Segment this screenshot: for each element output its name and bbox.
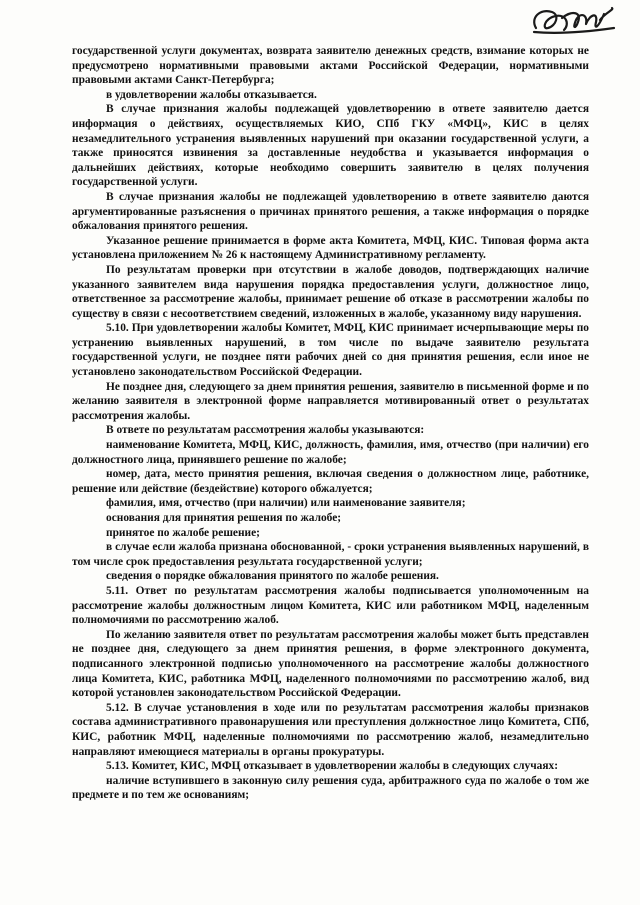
paragraph-1: государственной услуги документах, возврата заявителю денежных средств, взимание которых не предусмотрено нормативными правовыми актами Российской Федерации, нормативными правовыми актами Санкт-Петербурга; bbox=[72, 45, 589, 87]
paragraph-14: принятое по жалобе решение; bbox=[106, 526, 260, 539]
paragraph-7: 5.10. При удовлетворении жалобы Комитет, МФЦ, КИС принимает исчерпывающие меры по устранению выявленных нарушений, в том числе по выдаче заявителю результата государственной услуги, не позднее пяти рабочих дней со дня принятия решения, если иное не установлено законодательством Российской Федерации. bbox=[72, 322, 589, 379]
paragraph-15: в случае если жалоба признана обоснованной, - сроки устранения выявленных нарушений, в том числе срок предоставления результата государственной услуги; bbox=[72, 541, 589, 568]
handwritten-signature bbox=[526, 4, 618, 38]
paragraph-18: По желанию заявителя ответ по результатам рассмотрения жалобы может быть представлен не позднее дня, следующего за днем принятия решения, в форме электронного документа, подписанного электронной подписью уполномоченного на рассмотрение жалобы должностного лица Комитета, КИС, работника МФЦ, наделенного полномочиями по рассмотрению жалоб, вид которой установлен законодательством Российской Федерации. bbox=[72, 628, 589, 700]
paragraph-4: В случае признания жалобы не подлежащей удовлетворению в ответе заявителю даются аргументированные разъяснения о причинах принятого решения, а также информация о порядке обжалования принятого решения. bbox=[72, 190, 589, 233]
paragraph-21: наличие вступившего в законную силу решения суда, арбитражного суда по жалобе о том же предмете и по тем же основаниям; bbox=[72, 774, 589, 802]
paragraph-17: 5.11. Ответ по результатам рассмотрения жалобы подписывается уполномоченным на рассмотрение жалобы должностным лицом Комитета, КИС или работником МФЦ, наделенным полномочиями по рассмотрению жалоб. bbox=[72, 584, 589, 627]
paragraph-12: фамилия, имя, отчество (при наличии) или наименование заявителя; bbox=[106, 497, 466, 510]
paragraph-16: сведения о порядке обжалования принятого по жалобе решения. bbox=[106, 570, 439, 583]
paragraph-8: Не позднее дня, следующего за днем принятия решения, заявителю в письменной форме и по желанию заявителя в электронной форме направляется мотивированный ответ о результатах рассмотрения жалобы. bbox=[72, 380, 589, 422]
paragraph-2: в удовлетворении жалобы отказывается. bbox=[106, 88, 317, 101]
paragraph-9: В ответе по результатам рассмотрения жалобы указываются: bbox=[106, 424, 425, 437]
paragraph-19: 5.12. В случае установления в ходе или по результатам рассмотрения жалобы признаков состава административного правонарушения или преступления должностное лицо Комитета, СПб, КИС, работник МФЦ, наделенные полномочиями по рассмотрению жалоб, незамедлительно направляют имеющиеся материалы в органы прокуратуры. bbox=[72, 701, 589, 758]
document-body bbox=[72, 44, 589, 803]
paragraph-11: номер, дата, место принятия решения, включая сведения о должностном лице, работнике, решение или действие (бездействие) которого обжалуется; bbox=[72, 468, 589, 495]
paragraph-13: основания для принятия решения по жалобе; bbox=[106, 512, 342, 524]
paragraph-20: 5.13. Комитет, КИС, МФЦ отказывает в удовлетворении жалобы в следующих случаях: bbox=[106, 760, 558, 773]
paragraph-10: наименование Комитета, МФЦ, КИС, должность, фамилия, имя, отчество (при наличии) его должностного лица, принявшего решение по жалобе; bbox=[72, 439, 589, 466]
paragraph-6: По результатам проверки при отсутствии в жалобе доводов, подтверждающих наличие указанного заявителем вида нарушения порядка предоставления услуги, должностное лицо, ответственное за рассмотрение жалобы, принимает решение об отказе в рассмотрении жалобы по существу в связи с несоответствием сведений, изложенных в жалобе, указанному виду нарушения. bbox=[72, 263, 589, 320]
paragraph-3: В случае признания жалобы подлежащей удовлетворению в ответе заявителю дается информация о действиях, осуществляемых КИО, СПб ГКУ «МФЦ», КИС в целях незамедлительного устранения выявленных нарушений при оказании государственной услуги, а также приносятся извинения за доставленные неудобства и указывается информация о дальнейших действиях, которые необходимо совершить заявителю в целях получения государственной услуги. bbox=[72, 103, 589, 189]
paragraph-5: Указанное решение принимается в форме акта Комитета, МФЦ, КИС. Типовая форма акта установлена приложением № 26 к настоящему Административному регламенту. bbox=[72, 234, 589, 262]
